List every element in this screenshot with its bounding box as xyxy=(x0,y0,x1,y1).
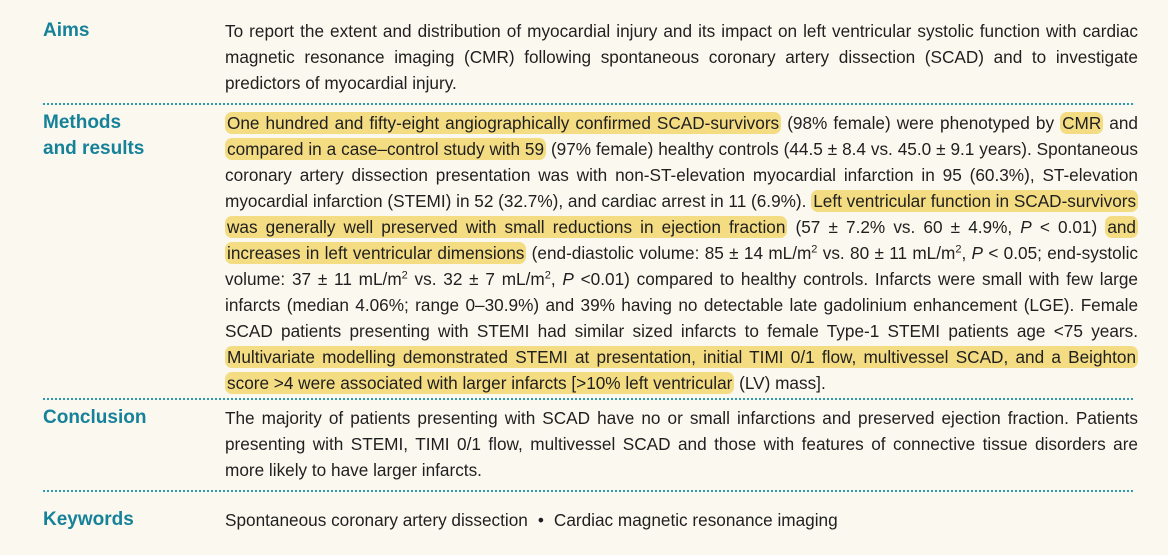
methods-text-segment: (end-diastolic volume: 85 ± 14 mL/m xyxy=(526,243,812,263)
methods-text-segment: < 0.05; end-systolic volume: 37 ± 11 mL/m xyxy=(225,243,1138,289)
conclusion-label: Conclusion xyxy=(43,407,147,428)
methods-text xyxy=(225,110,1138,396)
section-divider xyxy=(43,103,1133,105)
methods-text-segment: (57 ± 7.2% vs. 60 ± 4.9%, xyxy=(787,217,1021,237)
methods-text-segment: vs. 32 ± 7 mL/m xyxy=(407,269,545,289)
section-divider xyxy=(43,490,1133,492)
highlighted-text: CMR xyxy=(1062,113,1102,133)
section-divider xyxy=(43,398,1133,400)
methods-text-segment: (LV) mass]. xyxy=(734,373,826,393)
aims-section xyxy=(43,18,1138,96)
methods-text-segment: P xyxy=(971,243,984,263)
keywords-list xyxy=(225,507,1138,533)
methods-text-segment: 2 xyxy=(811,243,818,256)
keywords-section xyxy=(43,507,1138,533)
keywords-label: Keywords xyxy=(43,509,134,530)
methods-text-segment: , xyxy=(550,269,563,289)
keyword-item: Cardiac magnetic resonance imaging xyxy=(553,510,838,530)
methods-label-line2: and results xyxy=(43,138,145,159)
keyword-separator: • xyxy=(537,510,544,530)
methods-text-segment: (97% female) healthy controls (44.5 ± 8.4 vs. 45.0 ± 9.1 years). Spontaneous coronary artery dissection presentation was with non-ST-elevation myocardial infarction in 95 (60.3%), ST-elevation myocardial infarction (STEMI) in 52 (32.7%), and cardiac arrest in 11 (6.9%). xyxy=(225,139,1138,211)
highlighted-text: Left ventricular function in SCAD-survivors was generally well preserved with small reductions in ejection fraction xyxy=(227,191,1137,237)
methods-text-segment: < 0.01) xyxy=(1031,217,1106,237)
highlighted-text: and increases in left ventricular dimensions xyxy=(227,217,1136,263)
highlighted-text: compared in a case–control study with 59 xyxy=(227,139,545,159)
aims-text: To report the extent and distribution of myocardial injury and its impact on left ventricular systolic function with cardiac magnetic resonance imaging (CMR) following spontaneous coronary artery dissection (SCAD) and to investigate predictors of myocardial injury. xyxy=(225,21,1138,93)
methods-text-segment: P xyxy=(562,269,574,289)
conclusion-text: The majority of patients presenting with SCAD have no or small infarctions and preserved ejection fraction. Patients presenting with STEMI, TIMI 0/1 flow, multivessel SCAD and those with features of connective tissue disorders are more likely to have larger infarcts. xyxy=(225,408,1138,480)
methods-section xyxy=(43,110,1138,396)
methods-label xyxy=(43,110,225,396)
conclusion-section xyxy=(43,405,1138,483)
methods-text-segment: (98% female) were phenotyped by xyxy=(781,113,1061,133)
highlighted-text: Multivariate modelling demonstrated STEMI at presentation, initial TIMI 0/1 flow, multivessel SCAD, and a Beighton score >4 were associated with larger infarcts [>10% left ventricular xyxy=(227,347,1136,393)
methods-label-line1: Methods xyxy=(43,112,122,133)
methods-text-segment: , xyxy=(961,243,972,263)
methods-text-segment: and xyxy=(1103,113,1138,133)
aims-label: Aims xyxy=(43,20,90,41)
methods-text-segment: P xyxy=(1020,217,1032,237)
methods-text-segment: vs. 80 ± 11 mL/m xyxy=(817,243,956,263)
highlighted-text: One hundred and fifty-eight angiographically confirmed SCAD-survivors xyxy=(227,113,780,133)
methods-text-segment: 2 xyxy=(955,243,962,256)
methods-text-segment: <0.01) compared to healthy controls. Infarcts were small with few large infarcts (median 4.06%; range 0–30.9%) and 39% having no detectable late gadolinium enhancement (LGE). Female SCAD patients presenting with STEMI had similar sized infarcts to female Type-1 STEMI patients age <75 years. xyxy=(225,269,1138,341)
methods-text-segment: 2 xyxy=(401,269,408,282)
keyword-item: Spontaneous coronary artery dissection xyxy=(225,510,528,530)
methods-text-segment: 2 xyxy=(544,269,551,282)
